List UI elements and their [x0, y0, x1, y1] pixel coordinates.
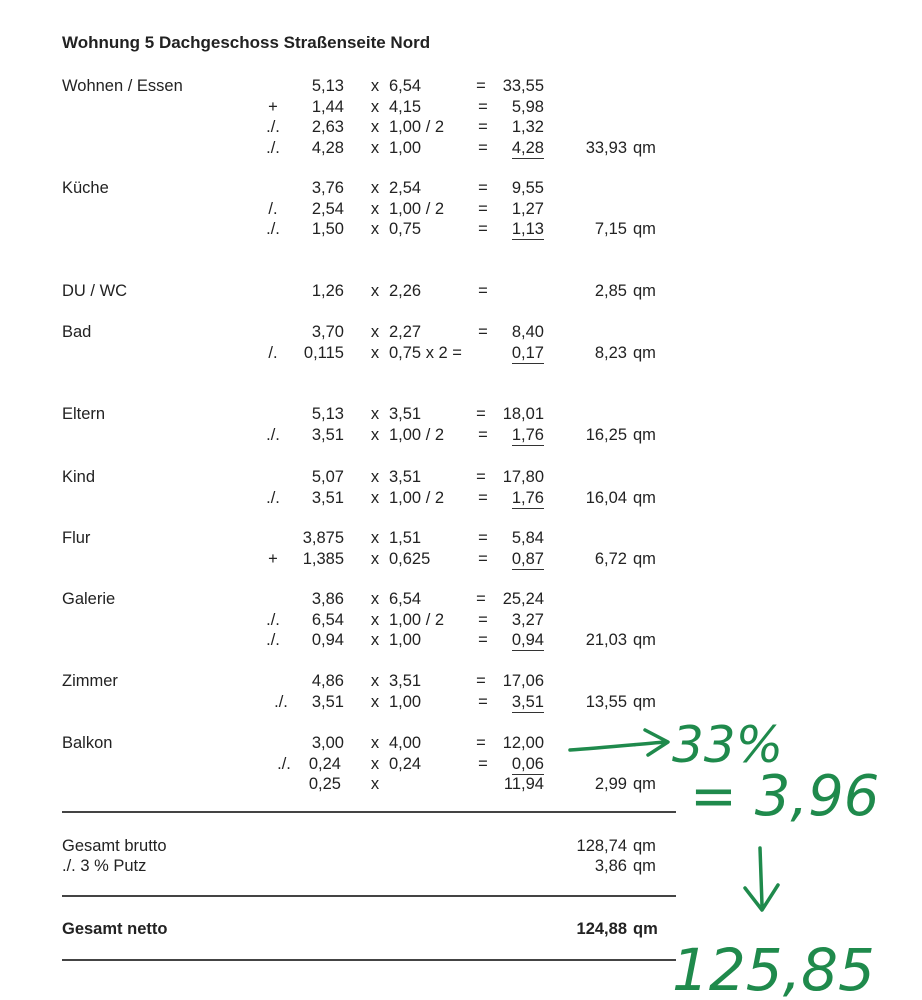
result-value: 18,01 [502, 405, 544, 423]
times-sign: x [370, 282, 380, 300]
result-value: 5,98 [511, 97, 544, 116]
result-value: 1,32 [511, 118, 544, 137]
operator: /. [268, 343, 278, 362]
times-sign: x [370, 118, 380, 137]
room-name: Kind [62, 468, 96, 486]
netto-value: 124,88 [576, 920, 627, 938]
equals-sign: = [478, 692, 488, 711]
factor-b: 1,00 / 2 [389, 199, 445, 218]
result-value: 3,27 [511, 610, 544, 629]
equals-sign: = [476, 672, 486, 690]
factor-a: 2,54 [311, 199, 344, 218]
room-total: 13,55 [585, 692, 627, 711]
times-sign: x [370, 138, 380, 157]
factor-b: 1,00 [389, 631, 422, 650]
factor-b: 0,75 [389, 220, 422, 239]
equals-sign: = [478, 610, 488, 629]
times-sign: x [370, 610, 380, 629]
factor-a: 1,26 [311, 282, 344, 300]
equals-sign: = [476, 405, 486, 423]
equals-sign: = [476, 77, 486, 95]
equals-sign: = [478, 549, 488, 568]
brutto-unit: qm [633, 837, 656, 855]
times-sign: x [370, 631, 380, 650]
unit-label: qm [633, 692, 656, 711]
factor-b: 1,00 [389, 692, 422, 711]
factor-b: 2,54 [389, 179, 422, 197]
result-value: 0,06 [511, 754, 544, 773]
factor-a: 3,86 [311, 590, 344, 608]
unit-label: qm [633, 549, 656, 568]
result-value: 17,06 [502, 672, 544, 690]
factor-b: 2,27 [389, 323, 422, 341]
equals-sign: = [476, 734, 486, 752]
handwritten-percent: 33% [672, 716, 784, 774]
equals-sign: = [478, 754, 488, 773]
factor-b: 4,00 [389, 734, 422, 752]
result-value: 17,80 [502, 468, 544, 486]
factor-a: 0,24 [308, 754, 341, 773]
operator: ./. [277, 754, 291, 773]
result-value: 33,55 [502, 77, 544, 95]
result-value: 5,84 [511, 529, 544, 547]
unit-label: qm [633, 343, 656, 362]
unit-label: qm [633, 488, 656, 507]
factor-b: 0,24 [389, 754, 422, 773]
factor-a: 3,70 [311, 323, 344, 341]
result-value: 1,13 [511, 220, 544, 239]
unit-label: qm [633, 138, 656, 157]
factor-b: 3,51 [389, 468, 422, 486]
operator: + [268, 97, 278, 116]
unit-label: qm [633, 220, 656, 239]
equals-sign: = [476, 590, 486, 608]
factor-a: 2,63 [311, 118, 344, 137]
factor-b: 1,00 / 2 [389, 425, 445, 444]
factor-b: 2,26 [389, 282, 422, 300]
brutto-value: 128,74 [576, 837, 627, 855]
room-total: 8,23 [594, 343, 627, 362]
operator: /. [268, 199, 278, 218]
factor-a: 3,875 [302, 529, 344, 547]
factor-a: 4,86 [311, 672, 344, 690]
times-sign: x [370, 97, 380, 116]
operator: ./. [266, 220, 280, 239]
equals-sign: = [478, 425, 488, 444]
factor-b: 4,15 [389, 97, 422, 116]
equals-sign: = [478, 282, 488, 300]
arrow-down-icon [745, 848, 778, 910]
room-name: Flur [62, 529, 91, 547]
room-total: 7,15 [594, 220, 627, 239]
equals-sign: = [478, 97, 488, 116]
room-total: 16,04 [585, 488, 627, 507]
netto-unit: qm [633, 920, 658, 938]
result-value: 1,76 [511, 425, 544, 444]
room-name: Küche [62, 179, 109, 197]
unit-label: qm [633, 631, 656, 650]
room-total: 2,85 [594, 282, 627, 300]
factor-b: 1,00 / 2 [389, 118, 445, 137]
factor-b: 1,00 / 2 [389, 610, 445, 629]
room-name: DU / WC [62, 282, 128, 300]
result-value: 11,94 [503, 775, 544, 794]
times-sign: x [370, 77, 380, 95]
times-sign: x [370, 425, 380, 444]
times-sign: x [370, 529, 380, 547]
factor-b: 0,625 [389, 549, 431, 568]
netto-label: Gesamt netto [62, 920, 168, 938]
handwritten-result: 125,85 [672, 936, 875, 1000]
factor-a: 6,54 [311, 610, 344, 629]
times-sign: x [370, 672, 380, 690]
factor-b: 1,00 / 2 [389, 488, 445, 507]
result-value: 9,55 [511, 179, 544, 197]
room-name: Wohnen / Essen [62, 77, 183, 95]
factor-b: 3,51 [389, 672, 422, 690]
equals-sign: = [478, 488, 488, 507]
putz-unit: qm [633, 857, 656, 875]
operator: ./. [266, 118, 280, 137]
result-value: 4,28 [511, 138, 544, 157]
equals-sign: = [478, 323, 488, 341]
room-name: Galerie [62, 590, 116, 608]
result-value: 1,27 [511, 199, 544, 218]
brutto-label: Gesamt brutto [62, 837, 167, 855]
room-total: 21,03 [585, 631, 627, 650]
factor-a: 5,13 [311, 405, 344, 423]
factor-a: 5,07 [311, 468, 344, 486]
times-sign: x [370, 343, 380, 362]
unit-label: qm [633, 282, 656, 300]
room-total: 6,72 [594, 549, 627, 568]
operator: ./. [274, 692, 288, 711]
room-total: 2,99 [594, 775, 627, 794]
putz-label: ./. 3 % Putz [62, 857, 147, 875]
result-value: 12,00 [502, 734, 544, 752]
times-sign: x [370, 692, 380, 711]
equals-sign: = [478, 529, 488, 547]
equals-sign: = [478, 631, 488, 650]
operator: ./. [266, 488, 280, 507]
room-name: Balkon [62, 734, 113, 752]
factor-b: 3,51 [389, 405, 422, 423]
factor-a: 4,28 [311, 138, 344, 157]
times-sign: x [370, 754, 380, 773]
result-value: 1,76 [511, 488, 544, 507]
factor-a: 1,50 [311, 220, 344, 239]
room-name: Eltern [62, 405, 106, 423]
room-total: 16,25 [585, 425, 627, 444]
equals-sign: = [478, 199, 488, 218]
room-total: 33,93 [585, 138, 627, 157]
operator: ./. [266, 138, 280, 157]
times-sign: x [370, 549, 380, 568]
document-title: Wohnung 5 Dachgeschoss Straßenseite Nord [62, 33, 431, 52]
factor-a: 1,44 [311, 97, 344, 116]
equals-sign: = [478, 179, 488, 197]
equals-sign: = [478, 220, 488, 239]
times-sign: x [370, 199, 380, 218]
factor-a: 3,51 [311, 692, 344, 711]
room-name: Bad [62, 323, 92, 341]
factor-b: 6,54 [389, 77, 422, 95]
factor-a: 1,385 [302, 549, 344, 568]
factor-a: 0,25 [308, 775, 341, 794]
factor-a: 3,00 [311, 734, 344, 752]
times-sign: x [370, 405, 380, 423]
result-value: 8,40 [511, 323, 544, 341]
putz-value: 3,86 [594, 857, 627, 875]
factor-b: 1,51 [389, 529, 422, 547]
factor-b: 1,00 [389, 138, 422, 157]
handwritten-value: = 3,96 [690, 764, 880, 829]
factor-a: 0,115 [303, 343, 344, 362]
factor-a: 5,13 [311, 77, 344, 95]
times-sign: x [370, 323, 380, 341]
operator: ./. [266, 631, 280, 650]
factor-b: 0,75 x 2 = [389, 343, 462, 362]
times-sign: x [370, 468, 380, 486]
result-value: 0,94 [511, 631, 544, 650]
operator: ./. [266, 610, 280, 629]
times-sign: x [370, 590, 380, 608]
result-value: 3,51 [511, 692, 544, 711]
unit-label: qm [633, 775, 656, 794]
factor-b: 6,54 [389, 590, 422, 608]
arrow-icon [570, 730, 668, 755]
result-value: 25,24 [502, 590, 544, 608]
equals-sign: = [476, 468, 486, 486]
factor-a: 0,94 [311, 631, 344, 650]
times-sign: x [370, 734, 380, 752]
operator: + [268, 549, 278, 568]
equals-sign: = [478, 118, 488, 137]
equals-sign: = [478, 138, 488, 157]
times-sign: x [370, 220, 380, 239]
factor-a: 3,51 [311, 488, 344, 507]
room-name: Zimmer [62, 672, 118, 690]
factor-a: 3,76 [311, 179, 344, 197]
result-value: 0,87 [511, 549, 544, 568]
result-value: 0,17 [511, 343, 544, 362]
times-sign: x [370, 775, 380, 794]
times-sign: x [370, 488, 380, 507]
times-sign: x [370, 179, 380, 197]
unit-label: qm [633, 425, 656, 444]
factor-a: 3,51 [311, 425, 344, 444]
operator: ./. [266, 425, 280, 444]
